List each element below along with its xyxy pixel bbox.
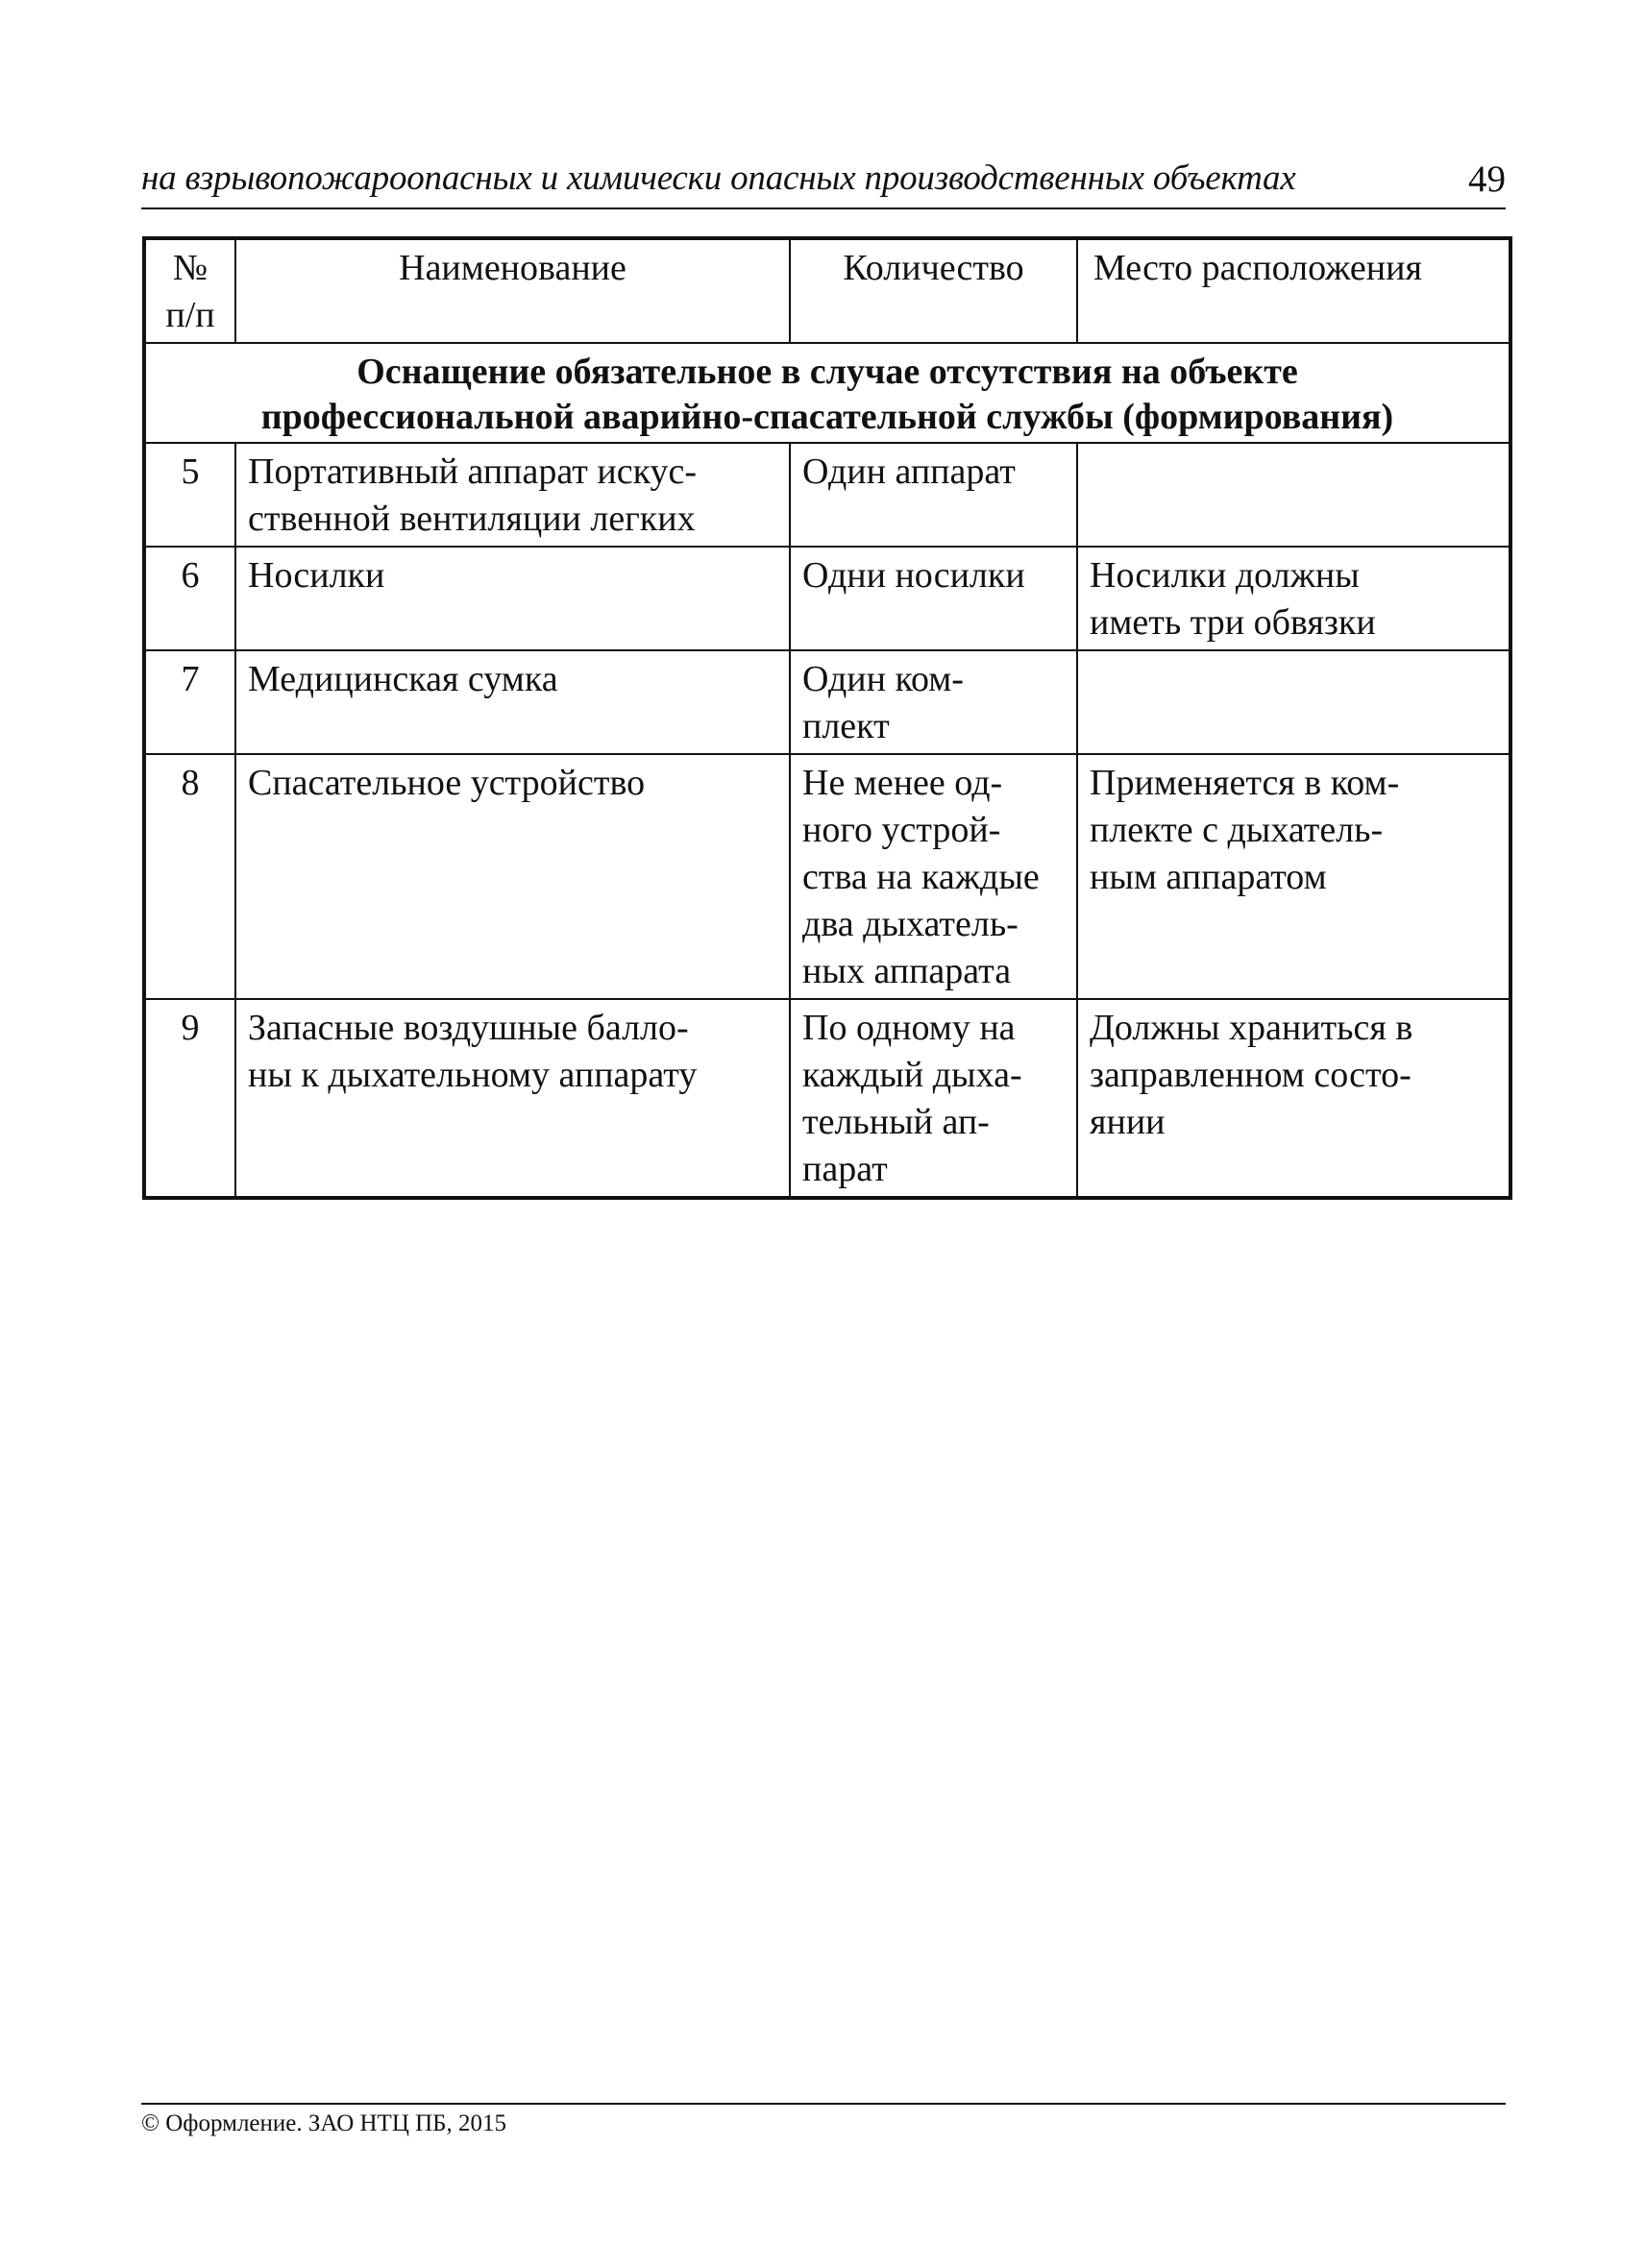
running-header (141, 158, 1506, 209)
table-row (144, 999, 1510, 1198)
row-number: 5 (144, 443, 235, 547)
row-quantity: Не менее од- ного устрой- ства на каждые два дыхатель- ных аппарата (790, 754, 1077, 999)
row-quantity: Один ком- плект (790, 650, 1077, 754)
table-header-row (144, 238, 1510, 343)
row-name: Портативный аппарат искус- ственной вентиляции легких (235, 443, 790, 547)
footer-copyright: © Оформление. ЗАО НТЦ ПБ, 2015 (141, 2110, 507, 2136)
row-number: 9 (144, 999, 235, 1198)
row-name: Медицинская сумка (235, 650, 790, 754)
table-row (144, 754, 1510, 999)
row-name: Спасательное устройство (235, 754, 790, 999)
row-quantity: Один аппарат (790, 443, 1077, 547)
row-quantity: По одному на каждый дыха- тельный ап- парат (790, 999, 1077, 1198)
row-name: Запасные воздушные балло- ны к дыхательному аппарату (235, 999, 790, 1198)
row-location (1077, 650, 1510, 754)
row-name: Носилки (235, 547, 790, 650)
section-row (144, 343, 1510, 443)
row-number: 7 (144, 650, 235, 754)
row-number: 8 (144, 754, 235, 999)
row-location: Применяется в ком- плекте с дыхатель- ным аппаратом (1077, 754, 1510, 999)
table-row (144, 443, 1510, 547)
row-location: Должны храниться в заправленном состо- янии (1077, 999, 1510, 1198)
row-quantity: Одни носилки (790, 547, 1077, 650)
column-header-location: Место расположения (1077, 238, 1510, 343)
page-number: 49 (1468, 159, 1506, 200)
table-row (144, 547, 1510, 650)
column-header-name: Наименование (235, 238, 790, 343)
row-number: 6 (144, 547, 235, 650)
column-header-number: № п/п (144, 238, 235, 343)
column-header-quantity: Количество (790, 238, 1077, 343)
section-title: Оснащение обязательное в случае отсутствия на объекте профессиональной аварийно-спасательной службы (формирования) (144, 343, 1510, 443)
row-location: Носилки должны иметь три обвязки (1077, 547, 1510, 650)
footer-divider (141, 2103, 1506, 2105)
row-location (1077, 443, 1510, 547)
table-row (144, 650, 1510, 754)
running-title: на взрывопожароопасных и химически опасных производственных объектах (141, 159, 1296, 198)
equipment-table (142, 236, 1512, 1200)
